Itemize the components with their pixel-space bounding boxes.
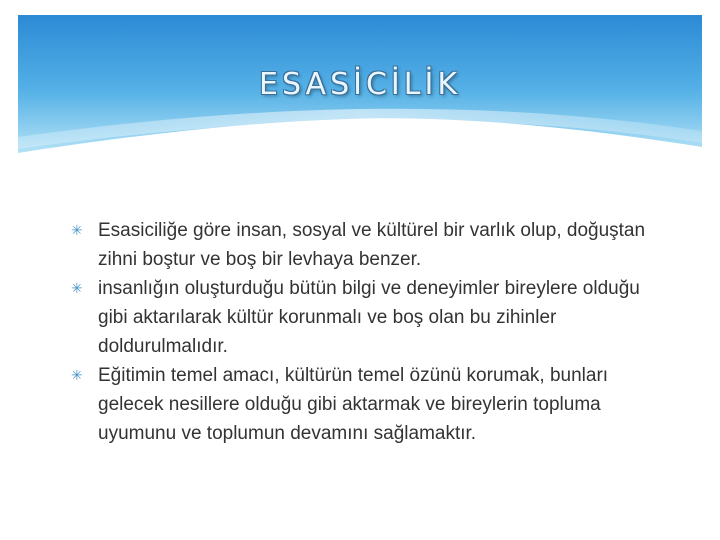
bullet-item bbox=[71, 361, 668, 448]
slide-title: ESASİCİLİK bbox=[259, 67, 461, 102]
asterisk-bullet-icon: ✳ bbox=[71, 280, 83, 296]
bullet-text: Esasiciliğe göre insan, sosyal ve kültürel bir varlık olup, doğuştan zihni boştur ve boş bir levhaya benzer. bbox=[98, 220, 646, 270]
bullet-text: insanlığın oluşturduğu bütün bilgi ve deneyimler bireylere olduğu gibi aktarılarak kültür korunmalı ve boş olan bu zihinler doldurulmalıdır. bbox=[98, 278, 640, 357]
bullet-item bbox=[71, 274, 668, 361]
slide-body bbox=[71, 216, 668, 448]
asterisk-bullet-icon: ✳ bbox=[71, 222, 83, 238]
title-banner bbox=[18, 15, 702, 165]
asterisk-bullet-icon: ✳ bbox=[71, 367, 83, 383]
bullet-list bbox=[71, 216, 668, 448]
bullet-item bbox=[71, 216, 668, 274]
bullet-text: Eğitimin temel amacı, kültürün temel özünü korumak, bunları gelecek nesillere olduğu gibi aktarmak ve bireylerin topluma uyumunu ve toplumun devamını sağlamaktır. bbox=[98, 365, 609, 444]
